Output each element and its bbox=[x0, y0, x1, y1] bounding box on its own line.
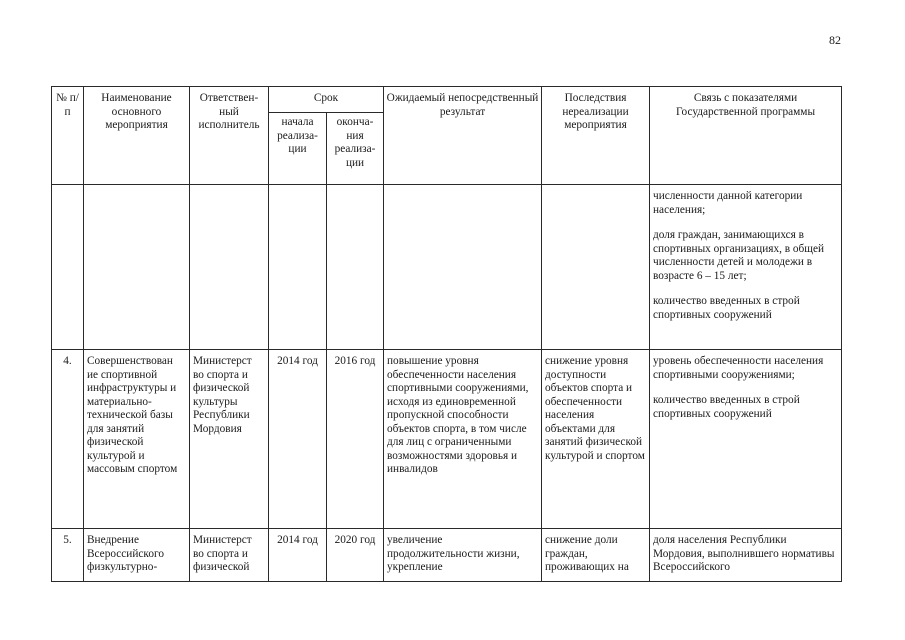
cell-result bbox=[384, 185, 542, 350]
link-text: доля граждан, занимающихся в спортивных организациях, в общей численности детей и молодежи в возрасте 6 – 15 лет; bbox=[653, 229, 825, 282]
cell-num: 4. bbox=[52, 350, 84, 529]
table-row bbox=[52, 185, 842, 350]
cell-consequences: снижение доли граждан, проживающих на bbox=[542, 529, 650, 582]
cell-link bbox=[650, 350, 842, 529]
cell-link bbox=[650, 529, 842, 582]
cell-name: Внедрение Всероссийского физкультурно- bbox=[84, 529, 190, 582]
cell-executor bbox=[190, 185, 269, 350]
cell-start: 2014 год bbox=[269, 350, 327, 529]
link-text: численности данной категории населения; bbox=[653, 190, 803, 216]
cell-link bbox=[650, 185, 842, 350]
cell-name bbox=[84, 185, 190, 350]
cell-consequences: снижение уровня доступности объектов спорта и обеспеченности населения объектами для занятий физической культурой и спортом bbox=[542, 350, 650, 529]
header-term-start: начала реализа-ции bbox=[269, 113, 327, 185]
table-row bbox=[52, 529, 842, 582]
header-consequences: Последствия нереализации мероприятия bbox=[542, 87, 650, 185]
link-text: количество введенных в строй спортивных сооружений bbox=[653, 394, 800, 420]
cell-consequences bbox=[542, 185, 650, 350]
cell-executor: Министерст во спорта и физической bbox=[190, 529, 269, 582]
cell-end bbox=[327, 185, 384, 350]
cell-num bbox=[52, 185, 84, 350]
header-link: Связь с показателями Государственной программы bbox=[650, 87, 842, 185]
cell-result: увеличение продолжительности жизни, укрепление bbox=[384, 529, 542, 582]
link-text: количество введенных в строй спортивных сооружений bbox=[653, 295, 800, 321]
cell-start bbox=[269, 185, 327, 350]
cell-start: 2014 год bbox=[269, 529, 327, 582]
cell-result: повышение уровня обеспеченности населения спортивными сооружениями, исходя из единовременной пропускной способности объектов спорта, в том числе для лиц с ограниченными возможностями здоровья и инвалидов bbox=[384, 350, 542, 529]
link-text: доля населения Республики Мордовия, выполнившего нормативы Всероссийского bbox=[653, 534, 835, 574]
cell-num: 5. bbox=[52, 529, 84, 582]
header-executor: Ответствен-ный исполнитель bbox=[190, 87, 269, 185]
cell-end: 2016 год bbox=[327, 350, 384, 529]
table-row bbox=[52, 350, 842, 529]
cell-executor: Министерст во спорта и физической культуры Республики Мордовия bbox=[190, 350, 269, 529]
header-term: Срок bbox=[269, 87, 384, 113]
link-text: уровень обеспеченности населения спортивными сооружениями; bbox=[653, 355, 824, 381]
page-number: 82 bbox=[829, 33, 841, 47]
header-term-end: оконча-ния реализа-ции bbox=[327, 113, 384, 185]
header-num: № п/п bbox=[52, 87, 84, 185]
header-result: Ожидаемый непосредственный результат bbox=[384, 87, 542, 185]
cell-name: Совершенствован ие спортивной инфраструктуры и материально-технической базы для занятий физической культурой и массовым спортом bbox=[84, 350, 190, 529]
header-name: Наименование основного мероприятия bbox=[84, 87, 190, 185]
measures-table bbox=[51, 86, 842, 582]
cell-end: 2020 год bbox=[327, 529, 384, 582]
